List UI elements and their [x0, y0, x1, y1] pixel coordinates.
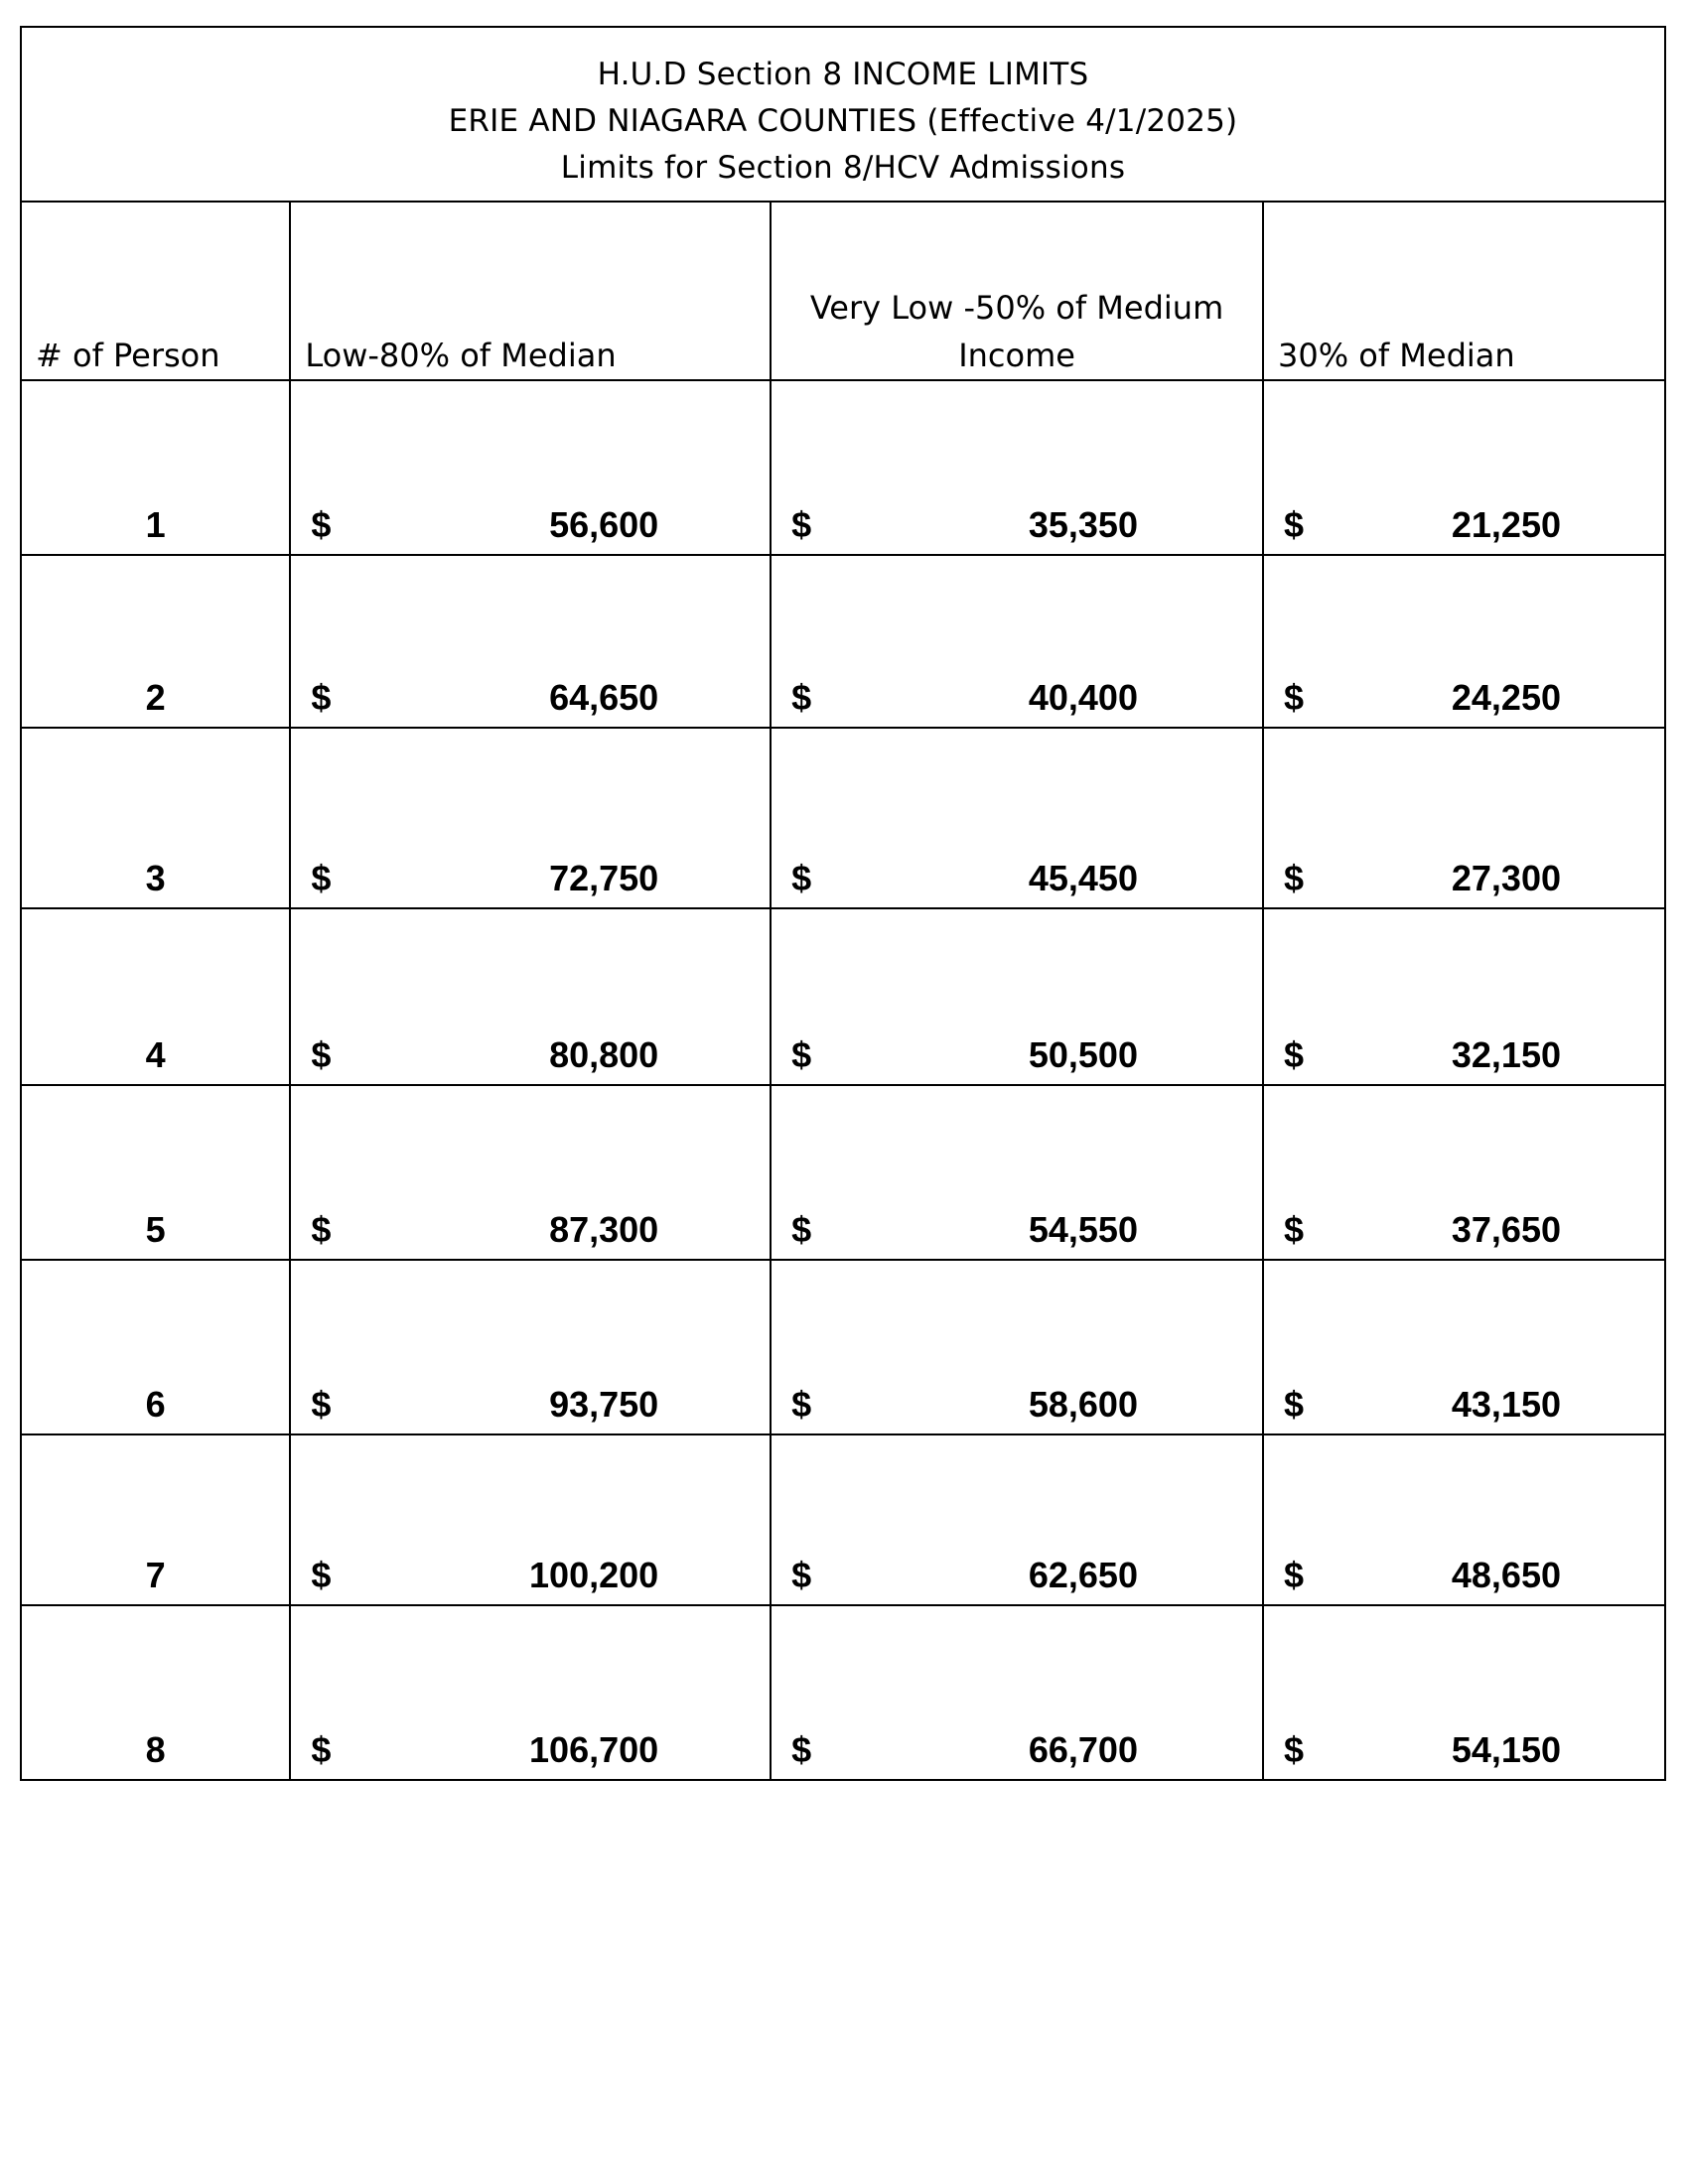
low-income-cell — [291, 1435, 772, 1604]
extremely-low-income-cell — [1264, 729, 1664, 907]
dollar-sign: $ — [791, 858, 812, 898]
dollar-sign: $ — [311, 858, 332, 898]
very-low-income-cell — [772, 1435, 1264, 1604]
household-size-value: 5 — [145, 1209, 166, 1250]
table-row — [22, 381, 1664, 556]
dollar-sign: $ — [1283, 1384, 1304, 1425]
very-low-income-amount: 54,550 — [1028, 1209, 1138, 1250]
low-income-amount: 106,700 — [529, 1729, 659, 1770]
household-size-value: 8 — [145, 1729, 166, 1770]
very-low-income-cell — [772, 729, 1264, 907]
low-income-amount: 100,200 — [529, 1555, 659, 1595]
dollar-sign: $ — [311, 1555, 332, 1595]
very-low-income-cell — [772, 1261, 1264, 1433]
very-low-income-amount: 66,700 — [1028, 1729, 1138, 1770]
low-income-cell — [291, 1261, 772, 1433]
very-low-income-amount: 58,600 — [1028, 1384, 1138, 1425]
dollar-sign: $ — [791, 677, 812, 718]
extremely-low-income-amount: 27,300 — [1451, 858, 1561, 898]
header-persons: # of Person — [36, 337, 220, 374]
title-line-1: H.U.D Section 8 INCOME LIMITS — [597, 56, 1089, 92]
household-size-value: 6 — [145, 1384, 166, 1425]
dollar-sign: $ — [311, 1384, 332, 1425]
header-very-low-line2: Income — [958, 337, 1075, 374]
header-cell-extremely-low — [1264, 203, 1664, 379]
dollar-sign: $ — [311, 1034, 332, 1075]
low-income-amount: 80,800 — [549, 1034, 659, 1075]
low-income-amount: 56,600 — [549, 504, 659, 545]
very-low-income-cell — [772, 556, 1264, 727]
header-cell-low — [291, 203, 772, 379]
extremely-low-income-cell — [1264, 1606, 1664, 1779]
extremely-low-income-amount: 24,250 — [1451, 677, 1561, 718]
dollar-sign: $ — [791, 1729, 812, 1770]
header-very-low-line1: Very Low -50% of Medium — [809, 289, 1224, 327]
table-body — [22, 381, 1664, 1779]
household-size-value: 4 — [145, 1034, 166, 1075]
extremely-low-income-amount: 43,150 — [1451, 1384, 1561, 1425]
low-income-cell — [291, 381, 772, 554]
low-income-cell — [291, 729, 772, 907]
household-size-value: 2 — [145, 677, 166, 718]
header-low-income: Low-80% of Median — [305, 337, 617, 374]
header-very-low-income — [772, 284, 1262, 379]
dollar-sign: $ — [311, 504, 332, 545]
very-low-income-amount: 35,350 — [1028, 504, 1138, 545]
low-income-cell — [291, 909, 772, 1084]
persons-cell — [22, 381, 291, 554]
header-extremely-low-income: 30% of Median — [1277, 337, 1515, 374]
household-size-value: 3 — [145, 858, 166, 898]
title-line-2: ERIE AND NIAGARA COUNTIES (Effective 4/1/2025) — [448, 102, 1238, 139]
extremely-low-income-amount: 37,650 — [1451, 1209, 1561, 1250]
table-row — [22, 1606, 1664, 1779]
very-low-income-amount: 40,400 — [1028, 677, 1138, 718]
very-low-income-cell — [772, 1606, 1264, 1779]
persons-cell — [22, 1606, 291, 1779]
persons-cell — [22, 1261, 291, 1433]
very-low-income-amount: 50,500 — [1028, 1034, 1138, 1075]
low-income-cell — [291, 556, 772, 727]
dollar-sign: $ — [791, 1384, 812, 1425]
persons-cell — [22, 909, 291, 1084]
persons-cell — [22, 1435, 291, 1604]
dollar-sign: $ — [1283, 1034, 1304, 1075]
persons-cell — [22, 729, 291, 907]
persons-cell — [22, 556, 291, 727]
low-income-cell — [291, 1086, 772, 1259]
header-cell-persons — [22, 203, 291, 379]
dollar-sign: $ — [1283, 677, 1304, 718]
dollar-sign: $ — [311, 1729, 332, 1770]
low-income-amount: 87,300 — [549, 1209, 659, 1250]
dollar-sign: $ — [1283, 858, 1304, 898]
dollar-sign: $ — [1283, 1729, 1304, 1770]
dollar-sign: $ — [1283, 504, 1304, 545]
household-size-value: 1 — [145, 504, 166, 545]
extremely-low-income-cell — [1264, 909, 1664, 1084]
extremely-low-income-cell — [1264, 1435, 1664, 1604]
income-limits-table — [20, 26, 1666, 1781]
extremely-low-income-cell — [1264, 1086, 1664, 1259]
very-low-income-amount: 45,450 — [1028, 858, 1138, 898]
dollar-sign: $ — [791, 504, 812, 545]
dollar-sign: $ — [1283, 1555, 1304, 1595]
extremely-low-income-cell — [1264, 1261, 1664, 1433]
very-low-income-cell — [772, 909, 1264, 1084]
low-income-cell — [291, 1606, 772, 1779]
persons-cell — [22, 1086, 291, 1259]
extremely-low-income-amount: 48,650 — [1451, 1555, 1561, 1595]
dollar-sign: $ — [791, 1555, 812, 1595]
dollar-sign: $ — [311, 1209, 332, 1250]
low-income-amount: 93,750 — [549, 1384, 659, 1425]
low-income-amount: 72,750 — [549, 858, 659, 898]
table-row — [22, 729, 1664, 909]
extremely-low-income-cell — [1264, 556, 1664, 727]
extremely-low-income-amount: 32,150 — [1451, 1034, 1561, 1075]
low-income-amount: 64,650 — [549, 677, 659, 718]
header-cell-very-low — [772, 203, 1264, 379]
very-low-income-cell — [772, 381, 1264, 554]
table-row — [22, 909, 1664, 1086]
table-row — [22, 1261, 1664, 1435]
table-row — [22, 556, 1664, 729]
table-row — [22, 1086, 1664, 1261]
very-low-income-amount: 62,650 — [1028, 1555, 1138, 1595]
extremely-low-income-cell — [1264, 381, 1664, 554]
household-size-value: 7 — [145, 1555, 166, 1595]
extremely-low-income-amount: 21,250 — [1451, 504, 1561, 545]
extremely-low-income-amount: 54,150 — [1451, 1729, 1561, 1770]
dollar-sign: $ — [791, 1209, 812, 1250]
title-line-3: Limits for Section 8/HCV Admissions — [560, 149, 1126, 186]
dollar-sign: $ — [311, 677, 332, 718]
dollar-sign: $ — [791, 1034, 812, 1075]
very-low-income-cell — [772, 1086, 1264, 1259]
column-header-row — [22, 203, 1664, 381]
table-title-block — [22, 28, 1664, 203]
table-row — [22, 1435, 1664, 1606]
dollar-sign: $ — [1283, 1209, 1304, 1250]
